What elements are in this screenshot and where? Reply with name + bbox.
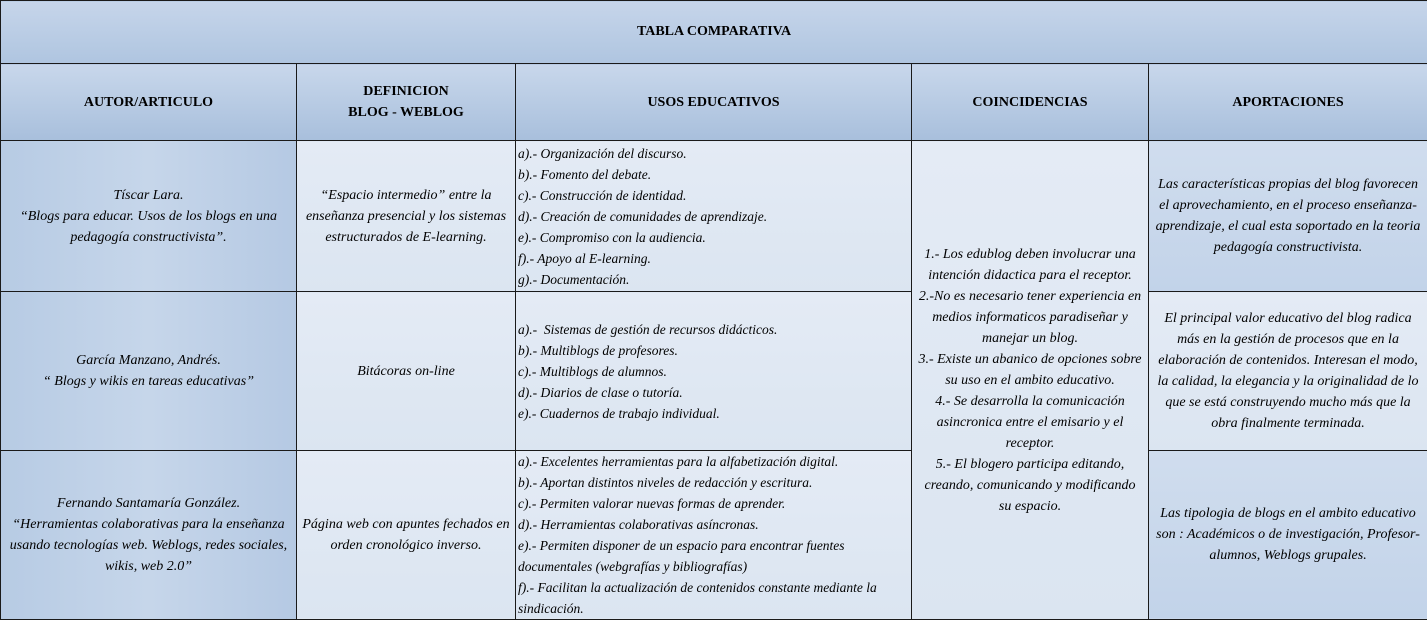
use-item: e).- Permiten disponer de un espacio para encontrar fuentes documentales (webgrafías y bibliografías): [518, 537, 845, 574]
coincidence-item: 4.- Se desarrolla la comunicación asincronica entre el emisario y el receptor.: [935, 393, 1125, 451]
header-definition-line2: BLOG - WEBLOG: [348, 105, 464, 121]
header-author: AUTOR/ARTICULO: [1, 64, 297, 141]
definition-cell: Bitácoras on-line: [297, 292, 516, 450]
definition-cell: Página web con apuntes fechados en orden cronológico inverso.: [297, 450, 516, 619]
header-definition-line1: DEFINICION: [363, 84, 449, 100]
coincidences-cell: [912, 141, 1149, 620]
uses-cell: [516, 450, 912, 619]
author-article: “ Blogs y wikis en tareas educativas”: [42, 374, 255, 390]
use-item: c).- Construcción de identidad.: [518, 187, 687, 203]
coincidence-item: 5.- El blogero participa editando, creando, comunicando y modificando su espacio.: [924, 456, 1136, 514]
use-item: c).- Multiblogs de alumnos.: [518, 363, 667, 379]
use-item: a).- Organización del discurso.: [518, 145, 687, 161]
header-uses: USOS EDUCATIVOS: [516, 64, 912, 141]
author-name: Fernando Santamaría González.: [56, 495, 241, 511]
use-item: d).- Diarios de clase o tutoría.: [518, 384, 683, 400]
author-article: “Herramientas colaborativas para la enseñanza usando tecnologías web. Weblogs, redes sociales, wikis, web 2.0”: [9, 516, 288, 574]
header-coincidences: COINCIDENCIAS: [912, 64, 1149, 141]
contribution-cell: El principal valor educativo del blog radica más en la gestión de procesos que en la elaboración de contenidos. Interesan el modo, la calidad, la elegancia y la originalidad de lo que se está construyendo mucho más que la obra finalmente terminada.: [1149, 292, 1427, 450]
author-article: “Blogs para educar. Usos de los blogs en una pedagogía constructivista”.: [19, 208, 278, 245]
uses-cell: [516, 292, 912, 450]
use-item: f).- Facilitan la actualización de contenidos constante mediante la sindicación.: [518, 579, 877, 616]
author-cell: [1, 450, 297, 619]
use-item: g).- Documentación.: [518, 271, 630, 287]
author-cell: [1, 292, 297, 450]
author-name: García Manzano, Andrés.: [76, 353, 221, 369]
table-title: TABLA COMPARATIVA: [1, 1, 1427, 64]
coincidence-item: 3.- Existe un abanico de opciones sobre su uso en el ambito educativo.: [918, 351, 1142, 388]
use-item: c).- Permiten valorar nuevas formas de aprender.: [518, 495, 786, 511]
contribution-cell: Las características propias del blog favorecen el aprovechamiento, en el proceso enseñanza-aprendizaje, el cual esta soportado en la teoria pedagogía constructivista.: [1149, 141, 1427, 292]
use-item: e).- Cuadernos de trabajo individual.: [518, 405, 720, 421]
use-item: f).- Apoyo al E-learning.: [518, 250, 651, 266]
use-item: d).- Herramientas colaborativas asíncronas.: [518, 516, 759, 532]
use-item: b).- Aportan distintos niveles de redacción y escritura.: [518, 474, 813, 490]
author-cell: [1, 141, 297, 292]
use-item: e).- Compromiso con la audiencia.: [518, 229, 706, 245]
coincidence-item: 1.- Los edublog deben involucrar una intención didactica para el receptor.: [924, 246, 1136, 283]
definition-cell: “Espacio intermedio” entre la enseñanza presencial y los sistemas estructurados de E-learning.: [297, 141, 516, 292]
table-row: [1, 450, 1427, 619]
coincidence-item: 2.-No es necesario tener experiencia en medios informaticos paradiseñar y manejar un blog.: [918, 288, 1142, 346]
contribution-cell: Las tipologia de blogs en el ambito educativo son : Académicos o de investigación, Profesor-alumnos, Weblogs grupales.: [1149, 450, 1427, 619]
use-item: d).- Creación de comunidades de aprendizaje.: [518, 208, 768, 224]
table-row: [1, 292, 1427, 450]
use-item: a).- Excelentes herramientas para la alfabetización digital.: [518, 453, 839, 469]
author-name: Tíscar Lara.: [113, 187, 184, 203]
header-definition: [297, 64, 516, 141]
header-contributions: APORTACIONES: [1149, 64, 1427, 141]
use-item: b).- Multiblogs de profesores.: [518, 342, 678, 358]
uses-cell: [516, 141, 912, 292]
use-item: a).- Sistemas de gestión de recursos didácticos.: [518, 321, 778, 337]
use-item: b).- Fomento del debate.: [518, 166, 652, 182]
table-row: [1, 141, 1427, 292]
